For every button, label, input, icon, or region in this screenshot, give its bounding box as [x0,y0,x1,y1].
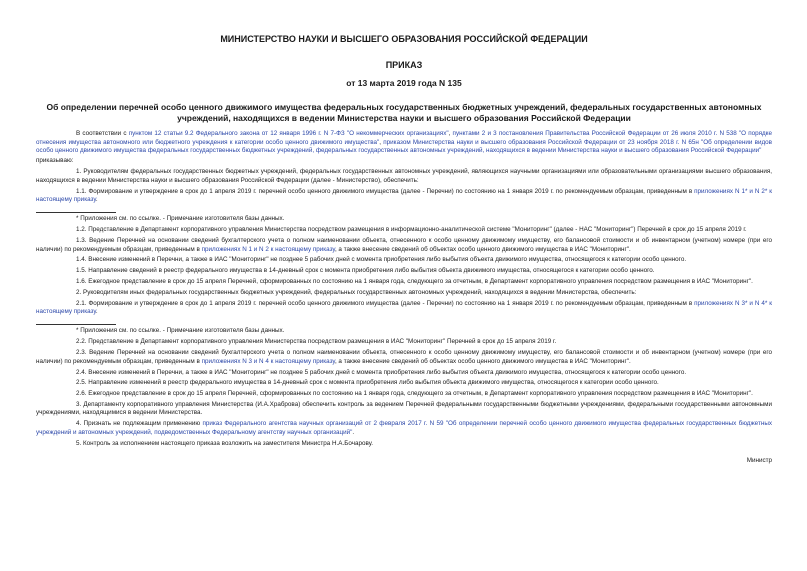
paragraph-1-4: 1.4. Внесение изменений в Перечни, а также в ИАС "Мониторинг" не позднее 5 рабочих дней с момента приобретения либо выбытия объекта движимого имущества, относящегося к категории особо ценного. [76,256,687,264]
footnote-divider-2 [36,324,116,325]
appendix-1-2-link[interactable]: приложениях N 1* и N 2* к настоящему приказу [36,187,772,204]
paragraph-4: 4. Признать не подлежащим применению приказ Федерального агентства научных организаций от 2 февраля 2017 г. N 59 "Об определении перечней особо ценного движимого имущества федеральных государственных бюджетных учреждений и автономных учреждений, подведомственных Федеральному агентству научных организаций". [36,420,772,436]
paragraph-1-1: 1.1. Формирование и утверждение в срок до 1 апреля 2019 г. перечней особо ценного движимого имущества (далее - Перечни) по состоянию на 1 января 2019 г. по рекомендуемым образцам, приведенным в приложениях N 1* и N 2* к настоящему приказу. [36,187,772,204]
paragraph-1-6: 1.6. Ежегодное представление в срок до 15 апреля Перечней, сформированных по состоянию на 1 января года, следующего за отчетным, в Департамент корпоративного управления посредством размещения в ИАС "Мониторинг". [76,278,753,286]
appendix-3-4-link[interactable]: приложениях N 3* и N 4* к настоящему приказу [36,299,772,316]
footnote-divider [36,212,116,213]
ministry-order-link[interactable]: приказом Министерства науки и высшего образования Российской Федерации от 23 ноября 2018 г. N 65н "Об определении видов особо ценного движимого имущества федеральных государственных бюджетных учреждений, федеральных государственных автономных учреждений, находящихся в ведении Министерства науки и высшего образования Российской Федерации" [36,138,773,155]
footnote-2: * Приложения см. по ссылке. - Примечание изготовителя базы данных. [76,326,285,334]
paragraph-2-5: 2.5. Направление изменений в реестр федерального имущества в 14-дневный срок с момента приобретения либо выбытия объекта движимого имущества, относящегося к категории особо ценного. [76,379,659,387]
document [36,30,772,464]
paragraph-1: 1. Руководителям федеральных государственных бюджетных учреждений, федеральных государственных автономных учреждений, являющихся научными организациями или образовательными организациями высшего образования, находящихся в ведении Министерства науки и высшего образования Российской Федерации (далее - Министерство), обеспечить: [36,168,772,184]
order-type: ПРИКАЗ [385,60,423,70]
government-resolution-link[interactable]: пунктами 2 и 3 постановления Правительства Российской Федерации от 26 июля 2010 г. N 538 "О порядке отнесения имущества автономного или бюджетного учреждения к категории особо ценного движимого имущества" [36,130,773,146]
footnote-1: * Приложения см. по ссылке. - Примечание изготовителя базы данных. [76,214,285,222]
order-date-number: от 13 марта 2019 года N 135 [346,78,462,88]
signature: Министр [746,457,772,465]
ministry-heading: МИНИСТЕРСТВО НАУКИ И ВЫСШЕГО ОБРАЗОВАНИЯ РОССИЙСКОЙ ФЕДЕРАЦИИ [220,34,588,44]
paragraph-2: 2. Руководителям иных федеральных государственных бюджетных учреждений, федеральных государственных автономных учреждений, находящихся в ведении Министерства, обеспечить: [76,288,637,296]
paragraph-1-2: 1.2. Представление в Департамент корпоративного управления Министерства посредством размещения в информационно-аналитической системе "Мониторинг" (далее - НАС "Мониторинг") Перечней в срок до 15 апреля 2019 г. [76,226,747,234]
preamble: В соответствии с пунктом 12 статьи 9.2 Федерального закона от 12 января 1996 г. N 7-ФЗ "О некоммерческих организациях", пунктами 2 и 3 постановления Правительства Российской Федерации от 26 июля 2010 г. N 538 "О порядке отнесения имущества автономного или бюджетного учреждения к категории особо ценного движимого имущества", приказом Министерства науки и высшего образования Российской Федерации от 23 ноября 2018 г. N 65н "Об определении видов особо ценного движимого имущества федеральных государственных бюджетных учреждений, федеральных государственных автономных учреждений, находящихся в ведении Министерства науки и высшего образования Российской Федерации" [36,130,773,155]
paragraph-5: 5. Контроль за исполнением настоящего приказа возложить на заместителя Министра Н.А.Бочарову. [76,439,374,447]
paragraph-3: 3. Департаменту корпоративного управления Министерства (И.А.Храброва) обеспечить контроль за ведением Перечней федеральными государственными бюджетными учреждениями, федеральными государственными автономными учреждениями, находящимися в ведении Министерства. [36,400,772,417]
appendix-1-2-link-2[interactable]: приложениях N 1 и N 2 к настоящему приказу [201,245,335,253]
paragraph-2-4: 2.4. Внесение изменений в Перечни, а также в ИАС "Мониторинг" не позднее 5 рабочих дней с момента приобретения либо выбытия объекта движимого имущества, относящегося к категории особо ценного. [76,368,687,376]
paragraph-2-1: 2.1. Формирование и утверждение в срок до 1 апреля 2019 г. перечней особо ценного движимого имущества (далее - Перечни) по состоянию на 1 января 2019 г. по рекомендуемым образцам, приведенным в приложениях N 3* и N 4* к настоящему приказу. [36,299,772,316]
fano-order-link[interactable]: приказ Федерального агентства научных организаций от 2 февраля 2017 г. N 59 "Об определении перечней особо ценного движимого имущества федеральных государственных бюджетных учреждений и автономных учреждений, подведомственных Федеральному агентству научных организаций" [36,420,772,436]
preamble-order: приказываю: [36,157,74,165]
law-link[interactable]: пунктом 12 статьи 9.2 Федерального закона от 12 января 1996 г. N 7-ФЗ "О некоммерческих организациях" [128,130,449,137]
paragraph-2-3: 2.3. Ведение Перечней на основании сведений бухгалтерского учета о полном наименовании объекта, отнесенного к особо ценному движимому имуществу, его балансовой стоимости и об инвентарном (учетном) номере (при его наличии) по рекомендуемым образцам, приведенным в приложениях N 3 и N 4 к настоящему приказу, а также внесение сведений об объектах особо ценного движимого имущества в ИАС "Мониторинг". [36,349,772,365]
appendix-3-4-link-2[interactable]: приложениях N 3 и N 4 к настоящему приказу [201,357,335,365]
order-title: Об определении перечней особо ценного движимого имущества федеральных государственных бюджетных учреждений, федеральных государственных автономных учреждений, находящихся в ведении Министерства науки и высшего образования Российской Федерации [46,102,762,123]
paragraph-2-6: 2.6. Ежегодное представление в срок до 15 апреля Перечней, сформированных по состоянию на 1 января года, следующего за отчетным, в Департамент корпоративного управления посредством размещения в ИАС "Мониторинг". [76,390,753,398]
paragraph-1-5: 1.5. Направление сведений в реестр федерального имущества в 14-дневный срок с момента приобретения либо выбытия объекта движимого имущества, относящегося к категории особо ценного. [76,267,655,275]
paragraph-1-3: 1.3. Ведение Перечней на основании сведений бухгалтерского учета о полном наименовании объекта, отнесенного к особо ценному движимому имуществу, его балансовой стоимости и об инвентарном (учетном) номере (при его наличии) по рекомендуемым образцам, приведенным в приложениях N 1 и N 2 к настоящему приказу, а также внесение сведений об объектах особо ценного движимого имущества в ИАС "Мониторинг". [36,237,772,253]
paragraph-2-2: 2.2. Представление в Департамент корпоративного управления Министерства посредством размещения в ИАС "Мониторинг" Перечней в срок до 15 апреля 2019 г. [76,338,557,346]
